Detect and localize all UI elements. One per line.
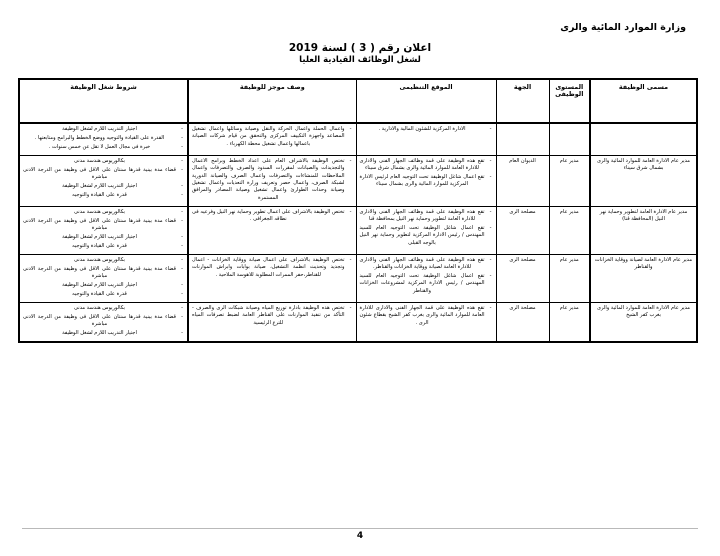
cell-job-level: مدير عام (549, 155, 590, 206)
cell-job-conditions-item: - بكالوريوس هندسة مدنى (23, 305, 184, 312)
cell-job-conditions-item: - بكالوريوس هندسة مدنى (23, 209, 184, 216)
cell-org-position-item: - تقع اعمال شاغل الوظيفة تحت التوجيه العام للسيد المهندس / رئيس الادارة المركزية لتطوير وحماية نهر النيل بالوجه القبلى (360, 225, 493, 247)
cell-entity: مصلحة الرى (496, 302, 549, 342)
cell-brief-description (188, 302, 356, 342)
table-row (19, 206, 697, 254)
cell-job-conditions (19, 123, 188, 155)
cell-brief-description (188, 155, 356, 206)
cell-job-conditions-item: - قدرة على القيادة والتوجيه (23, 243, 184, 250)
cell-job-conditions-item: - بكالوريوس هندسة مدنى (23, 158, 184, 165)
cell-job-conditions-list (23, 126, 184, 151)
cell-org-position-list (360, 126, 493, 133)
cell-brief-description-item: - تختص الوظيفة بالاشراف العام على اعداد الخطط وبرامج الاعمال والتجديدات والصيانات لمقررات السدود والصرف والتصرفات واعمال الملاحظات للمنشاءات والتصرفات واعمال الصرف والصيانة الدورية لشبكة الصرف، واعمال حصر وتعريف وزارة التعديات واعمال تشغيل وصيانة وحدات الطوارئ واعمال تشغيل وصيانة المصادر والمرافق المستمرة (192, 158, 353, 202)
cell-brief-description-list (192, 126, 353, 148)
cell-job-level (549, 123, 590, 155)
cell-job-conditions (19, 254, 188, 302)
cell-entity (496, 123, 549, 155)
cell-job-title: مدير عام الادارة العامة للموارد المائية والرى بشمال شرق سيناء (590, 155, 697, 206)
cell-job-conditions-item: - قضاء مدة بينية قدرها سنتان على الاقل فى وظيفة من الدرجة الادنى مباشرة (23, 167, 184, 182)
column-header-org-position: الموقع التنظيمى (356, 79, 496, 123)
cell-job-conditions (19, 206, 188, 254)
cell-job-level: مدير عام (549, 302, 590, 342)
column-header-job-title: مسمى الوظيفة (590, 79, 697, 123)
cell-job-conditions-item: - خبرة فى مجال العمل لا تقل عن خمس سنوات . (23, 144, 184, 151)
cell-job-conditions-list (23, 209, 184, 251)
table-header (19, 79, 697, 123)
column-header-entity: الجهة (496, 79, 549, 123)
page-number: 4 (356, 531, 364, 541)
cell-org-position-item: - تقع هذه الوظيفة على قمة وظائف الجهاز الفنى والادارى للادارة العامة لتطوير وحماية نهر النيل بمحافظة قنا (360, 209, 493, 224)
cell-brief-description (188, 123, 356, 155)
document-title-block (0, 42, 720, 66)
cell-org-position (356, 206, 496, 254)
cell-job-conditions-item: - اجتياز التدريب اللازم لشغل الوظيفة (23, 183, 184, 190)
cell-job-conditions-item: - اجتياز التدريب اللازم لشغل الوظيفة (23, 330, 184, 337)
cell-job-conditions-item: - قدرة على القيادة والتوجيه (23, 192, 184, 199)
cell-org-position-item: - الادارة المركزية للشئون المالية والادارية . (360, 126, 493, 133)
table-body (19, 123, 697, 342)
cell-job-title: مدير عام الادارة العامة لصيانة ووقاية الخزانات والقناطر (590, 254, 697, 302)
cell-org-position-list (360, 257, 493, 296)
cell-brief-description-list (192, 305, 353, 327)
cell-job-level: مدير عام (549, 254, 590, 302)
cell-org-position-item: - تقع اعمال شاغل الوظيفة تحت التوجيه العام للسيد المهندس / رئيس الادارة المركزية لمشروعات الخزانات والقناطر (360, 273, 493, 295)
cell-job-conditions-item: - قدرة على القيادة والتوجيه (23, 291, 184, 298)
table-row (19, 254, 697, 302)
cell-job-conditions-list (23, 257, 184, 299)
cell-org-position-item: - تقع هذه الوظيفة على قمة وظائف الجهاز الفنى والادارى للادارة العامة للموارد المائية والرى بشمال شرق سيناء (360, 158, 493, 173)
cell-brief-description-item: - تختص هذه الوظيفة بادارة توزيع المياه وصيانة شبكات الرى والصرف - التأكد من تنفيذ الموازنات على القناطر العامة لضبط تصرفات المياه للترع الرئيسية (192, 305, 353, 327)
jobs-table-container (20, 78, 698, 343)
cell-job-conditions-item: - قضاء مدة بينية قدرها سنتان على الاقل فى وظيفة من الدرجة الادنى مباشرة (23, 314, 184, 329)
cell-entity: مصلحة الرى (496, 206, 549, 254)
cell-brief-description-item: - تختص الوظيفة بالاشراف على اعمال صيانة ووقاية الخزانات - اعمال وتجديد وتحديث انظمة التشغيل، صيانة بوابات وابراش الموازنات للقناطر،حفر الممرات المطلوبة للاهوسة الملاحية . (192, 257, 353, 279)
cell-org-position-list (360, 209, 493, 248)
cell-job-conditions (19, 155, 188, 206)
cell-org-position (356, 123, 496, 155)
cell-job-level: مدير عام (549, 206, 590, 254)
footer-divider (22, 528, 698, 529)
cell-brief-description (188, 254, 356, 302)
cell-brief-description-item: - واعمال الحملة واعمال الحركة والنقل وصيانة وسائلها واعمال تشغيل المصاعد واجهزة التكييف المركزى والتحقق من قيام شركات الصيانة باعمالها واعمال تشغيل محطة الكهرباء . (192, 126, 353, 148)
cell-job-conditions-item: - اجتياز التدريب اللازم لشغل الوظيفة (23, 282, 184, 289)
cell-org-position-item: - تقع هذه الوظيفة على قمة الجهاز الفنى والادارى للادارة العامة للموارد المائية والرى بغرب كفر الشيخ بقطاع شئون الرى . (360, 305, 493, 327)
cell-brief-description-list (192, 209, 353, 224)
announcement-subtitle: لشغل الوظائف القيادية العليا (299, 55, 421, 65)
cell-org-position (356, 155, 496, 206)
cell-org-position-list (360, 158, 493, 189)
cell-brief-description-item: - تختص الوظيفة بالاشراف على اعمال تطوير وحماية نهر النيل وفرعيه فى نطاقه الجغرافى . (192, 209, 353, 224)
cell-job-conditions-list (23, 158, 184, 200)
cell-org-position-list (360, 305, 493, 327)
cell-entity: مصلحة الرى (496, 254, 549, 302)
cell-job-conditions-list (23, 305, 184, 338)
table-header-row (19, 79, 697, 123)
cell-brief-description (188, 206, 356, 254)
column-header-job-conditions: شروط شغل الوظيفة (19, 79, 188, 123)
cell-org-position-item: - تقع هذه الوظيفة على قمة وظائف الجهاز الفنى والادارى للادارة العامة لصيانة ووقاية الخزانات والقناطر. (360, 257, 493, 272)
cell-brief-description-list (192, 257, 353, 279)
cell-job-conditions-item: - القدرة على القيادة والتوجيه ووضع الخطط والبرامج ومتابعتها . (23, 135, 184, 142)
table-row (19, 123, 697, 155)
table-row (19, 155, 697, 206)
cell-job-conditions-item: - بكالوريوس هندسة مدنى (23, 257, 184, 264)
ministry-name: وزارة الموارد المائية والرى (560, 22, 686, 33)
cell-job-conditions-item: - قضاء مدة بينية قدرها سنتان على الاقل فى وظيفة من الدرجة الادنى مباشرة (23, 266, 184, 281)
cell-job-conditions (19, 302, 188, 342)
jobs-table (18, 78, 698, 343)
cell-job-title (590, 123, 697, 155)
cell-brief-description-list (192, 158, 353, 202)
cell-entity: الديوان العام (496, 155, 549, 206)
cell-job-title: مدير عام الادارة العامة لتطوير وحماية نهر النيل (المحافظة قنا) (590, 206, 697, 254)
cell-job-title: مدير عام الادارة العامة للموارد المائية والرى بغرب كفر الشيخ (590, 302, 697, 342)
cell-org-position (356, 254, 496, 302)
cell-job-conditions-item: - اجتياز التدريب اللازم لشغل الوظيفة (23, 126, 184, 133)
table-row (19, 302, 697, 342)
cell-job-conditions-item: - قضاء مدة بينية قدرها سنتان على الاقل فى وظيفة من الدرجة الادنى مباشرة (23, 218, 184, 233)
cell-job-conditions-item: - اجتياز التدريب اللازم لشغل الوظيفة (23, 234, 184, 241)
cell-org-position-item: - تقع اعمال شاغل الوظيفة تحت التوجيه العام لرئيس الادارة المركزية للموارد المائية والرى بشمال سيناء (360, 174, 493, 189)
cell-org-position (356, 302, 496, 342)
column-header-brief-description: وصف موجز للوظيفة (188, 79, 356, 123)
announcement-number: اعلان رقم ( 3 ) لسنة 2019 (288, 42, 432, 54)
column-header-job-level: المستوى الوظيفى (549, 79, 590, 123)
